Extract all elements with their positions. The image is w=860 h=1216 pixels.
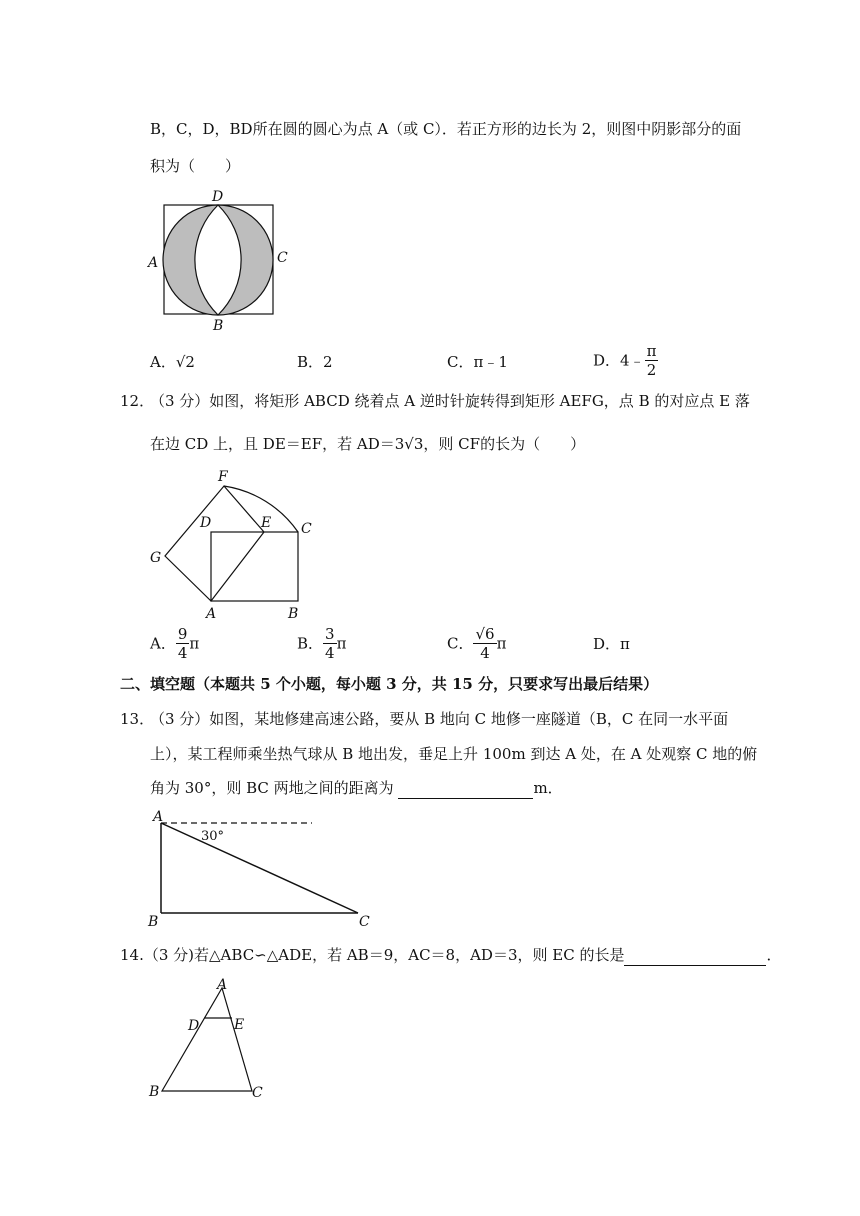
q12-label-c: C	[301, 521, 312, 537]
q12-rect-abcd	[211, 532, 298, 601]
q13-text-line1: （3 分）如图，某地修建高速公路，要从 B 地向 C 地修一座隧道（B，C 在同一水平面	[150, 710, 729, 728]
q14-text-end: ．	[766, 946, 782, 964]
q12-option-c	[447, 625, 506, 662]
q13-label-a: A	[153, 809, 164, 825]
q12-option-a	[150, 625, 199, 662]
q12-option-d-value: π	[620, 635, 630, 653]
q11-option-c-value: π﹣1	[473, 353, 508, 371]
q11-label-c: C	[277, 250, 288, 266]
q11-option-b-letter: B．	[297, 353, 324, 371]
q12-label-g: G	[150, 550, 162, 566]
q12-option-c-fraction: $\frac{√6}{4}$	[475, 625, 495, 662]
q12-text-line2: 在边 CD 上，且 DE＝EF，若 AD＝3√3，则 CF的长为（ ）	[150, 435, 586, 453]
q14-label-d: D	[188, 1018, 200, 1034]
q11-option-d-prefix: 4﹣	[620, 351, 645, 370]
q14-label-a: A	[217, 977, 228, 993]
q12-number: 12．	[120, 392, 155, 410]
q14-label-c: C	[252, 1085, 263, 1101]
q11-option-d	[593, 342, 658, 379]
q12-label-e: E	[261, 515, 272, 531]
q12-option-b-letter: B．	[297, 634, 324, 653]
q13-text-line3-pre: 角为 30°，则 BC 两地之间的距离为	[150, 779, 394, 797]
q12-option-a-suffix: π	[189, 634, 200, 653]
q13-text-line2: 上），某工程师乘坐热气球从 B 地出发，垂足上升 100m 到达 A 处，在 A 处观察 C 地的俯	[150, 745, 758, 763]
q11-label-d: D	[212, 189, 224, 205]
q11-option-b	[297, 352, 333, 372]
q11-option-b-value: 2	[323, 353, 333, 371]
q12-label-d: D	[200, 515, 212, 531]
q12-option-a-fraction: $\frac{9}{4}$	[177, 625, 188, 662]
q13-answer-blank[interactable]	[398, 778, 533, 799]
q11-label-b: B	[213, 318, 224, 334]
q14-figure	[140, 976, 280, 1102]
q11-option-a-letter: A．	[150, 353, 176, 371]
q11-text-line2: 积为（ ）	[150, 157, 241, 175]
q11-label-a: A	[148, 255, 159, 271]
q12-option-c-letter: C．	[447, 634, 474, 653]
q12-option-a-letter: A．	[150, 634, 176, 653]
q13-number: 13．	[120, 710, 155, 728]
q13-segment-ac	[161, 823, 358, 913]
q12-option-b	[297, 625, 346, 662]
q11-option-c-letter: C．	[447, 353, 474, 371]
q12-option-d-letter: D．	[593, 635, 621, 653]
q12-option-d	[593, 634, 630, 654]
q11-figure	[140, 188, 300, 338]
q12-label-b: B	[288, 606, 299, 618]
q13-text-line3-post: m．	[533, 779, 563, 797]
q14-triangle-abc	[162, 988, 252, 1091]
q11-option-d-fraction: $\frac{\pi}{2}$	[646, 342, 657, 379]
q12-label-a: A	[206, 606, 217, 618]
q12-option-b-fraction: $\frac{3}{4}$	[325, 625, 335, 662]
q12-text-line1: （3 分）如图，将矩形 ABCD 绕着点 A 逆时针旋转得到矩形 AEFG，点 B 的对应点 E 落	[150, 392, 750, 410]
q13-label-c: C	[359, 914, 370, 930]
q12-option-c-suffix: π	[496, 634, 507, 653]
q13-label-b: B	[148, 914, 159, 930]
q11-option-c	[447, 352, 508, 372]
q14-text	[120, 945, 781, 966]
q12-figure	[140, 468, 330, 618]
q13-figure	[140, 806, 380, 930]
q11-option-a-value: √2	[175, 353, 195, 371]
q11-option-d-letter: D．	[593, 351, 621, 370]
q14-label-e: E	[234, 1017, 245, 1033]
q12-label-f: F	[218, 469, 228, 485]
section-heading: 二、填空题（本题共 5 个小题，每小题 3 分，共 15 分，只要求写出最后结果）	[120, 675, 659, 693]
q11-text-line1: B，C，D，BD所在圆的圆心为点 A（或 C）．若正方形的边长为 2，则图中阴影部分的面	[150, 120, 742, 138]
q11-option-a	[150, 352, 195, 372]
q13-label-angle: 30°	[201, 829, 225, 844]
q14-answer-blank[interactable]	[624, 945, 766, 966]
q12-rect-aefg	[165, 486, 264, 601]
q12-option-b-suffix: π	[336, 634, 347, 653]
q14-label-b: B	[149, 1084, 160, 1100]
q13-text-line3	[150, 778, 563, 799]
q14-text-body: 14.（3 分)若△ABC∽△ADE，若 AB＝9，AC＝8，AD＝3，则 EC 的长是	[120, 946, 625, 964]
